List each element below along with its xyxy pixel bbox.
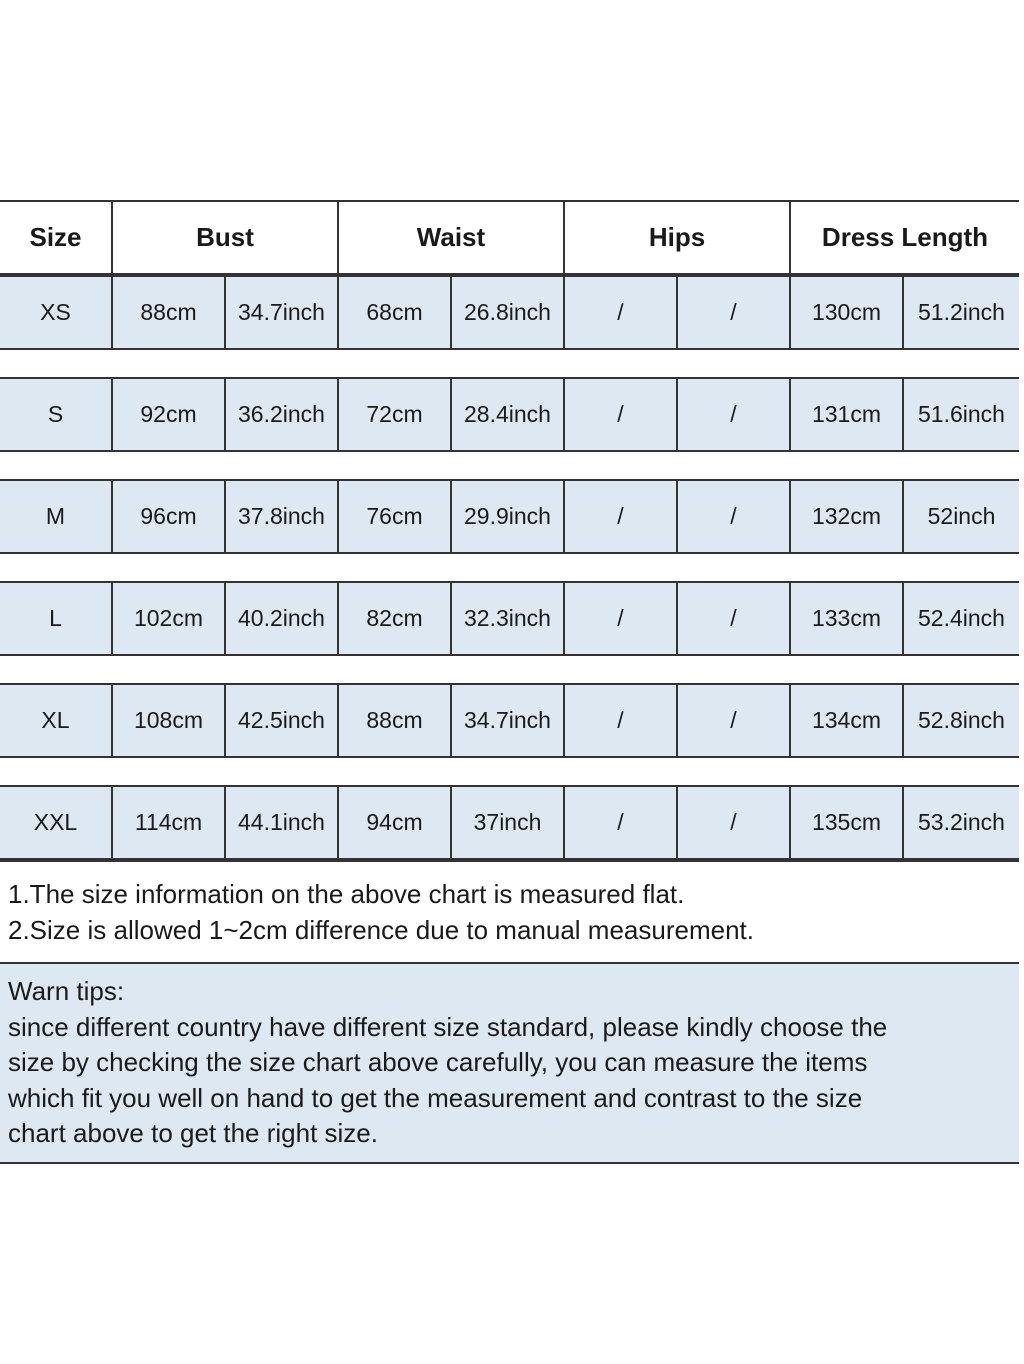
table-row — [0, 581, 1019, 656]
table-row — [0, 377, 1019, 452]
warn-tips-title: Warn tips: — [8, 976, 125, 1006]
size-rows — [0, 275, 1019, 860]
bust-cm-cell: 88cm — [113, 277, 226, 348]
size-cell: L — [0, 583, 113, 654]
note-line: 1.The size information on the above chart is measured flat. — [8, 879, 685, 909]
bust-inch-cell: 37.8inch — [226, 481, 339, 552]
hips-inch-cell: / — [678, 583, 791, 654]
length-inch-cell: 51.2inch — [918, 299, 1005, 325]
waist-cm-cell: 76cm — [339, 481, 452, 552]
bust-cm-cell: 102cm — [113, 583, 226, 654]
table-row — [0, 683, 1019, 758]
hips-cm-cell: / — [565, 379, 678, 450]
table-row — [0, 785, 1019, 860]
length-cm-cell: 131cm — [791, 379, 904, 450]
length-cm-cell: 133cm — [791, 583, 904, 654]
hips-inch-cell: / — [678, 277, 791, 348]
hips-inch-cell: / — [678, 787, 791, 858]
hips-cm-cell: / — [565, 481, 678, 552]
header-bust: Bust — [113, 202, 339, 273]
length-cm-cell: 130cm — [791, 277, 904, 348]
hips-cm-cell: / — [565, 583, 678, 654]
warn-tips-line: since different country have different size standard, please kindly choose the — [8, 1011, 888, 1042]
bust-inch-cell: 44.1inch — [226, 787, 339, 858]
bust-cm-cell: 92cm — [113, 379, 226, 450]
size-cell: M — [0, 481, 113, 552]
hips-cm-cell: / — [565, 685, 678, 756]
row-spacer — [0, 350, 1019, 377]
size-cell: S — [0, 379, 113, 450]
hips-inch-cell: / — [678, 379, 791, 450]
length-inch-cell: 51.6inch — [918, 401, 1005, 427]
waist-inch-cell: 37inch — [452, 787, 565, 858]
waist-inch-cell: 26.8inch — [452, 277, 565, 348]
size-chart — [0, 200, 1019, 1164]
size-cell: XL — [0, 685, 113, 756]
bust-inch-cell: 42.5inch — [226, 685, 339, 756]
length-cm-cell: 135cm — [791, 787, 904, 858]
hips-cm-cell: / — [565, 277, 678, 348]
length-inch-cell: 52.4inch — [918, 605, 1005, 631]
row-spacer — [0, 758, 1019, 785]
size-cell: XS — [0, 277, 113, 348]
length-cm-cell: 134cm — [791, 685, 904, 756]
waist-cm-cell: 72cm — [339, 379, 452, 450]
length-inch-cell: 53.2inch — [918, 809, 1005, 835]
waist-inch-cell: 28.4inch — [452, 379, 565, 450]
hips-inch-cell: / — [678, 481, 791, 552]
row-spacer — [0, 656, 1019, 683]
waist-inch-cell: 29.9inch — [452, 481, 565, 552]
bust-cm-cell: 114cm — [113, 787, 226, 858]
hips-cm-cell: / — [565, 787, 678, 858]
bust-cm-cell: 108cm — [113, 685, 226, 756]
waist-cm-cell: 82cm — [339, 583, 452, 654]
waist-cm-cell: 68cm — [339, 277, 452, 348]
length-cm-cell: 132cm — [791, 481, 904, 552]
length-inch-cell: 52.8inch — [918, 707, 1005, 733]
note-line: 2.Size is allowed 1~2cm difference due to manual measurement. — [8, 915, 754, 945]
warn-tips-line: which fit you well on hand to get the measurement and contrast to the size — [8, 1082, 863, 1113]
notes-box — [0, 860, 1019, 964]
table-row — [0, 479, 1019, 554]
bust-inch-cell: 40.2inch — [226, 583, 339, 654]
warn-tips-box — [0, 964, 1019, 1164]
header-dress-length: Dress Length — [821, 222, 989, 252]
warn-tips-line: chart above to get the right size. — [8, 1118, 378, 1148]
waist-cm-cell: 94cm — [339, 787, 452, 858]
header-hips: Hips — [565, 202, 791, 273]
bust-inch-cell: 36.2inch — [226, 379, 339, 450]
length-inch-cell: 52inch — [927, 503, 996, 529]
waist-inch-cell: 34.7inch — [452, 685, 565, 756]
size-cell: XXL — [0, 787, 113, 858]
bust-cm-cell: 96cm — [113, 481, 226, 552]
header-row — [0, 200, 1019, 275]
table-row — [0, 275, 1019, 350]
row-spacer — [0, 554, 1019, 581]
waist-cm-cell: 88cm — [339, 685, 452, 756]
waist-inch-cell: 32.3inch — [452, 583, 565, 654]
header-size: Size — [0, 202, 113, 273]
warn-tips-line: size by checking the size chart above carefully, you can measure the items — [8, 1047, 868, 1077]
row-spacer — [0, 452, 1019, 479]
hips-inch-cell: / — [678, 685, 791, 756]
bust-inch-cell: 34.7inch — [226, 277, 339, 348]
header-waist: Waist — [339, 202, 565, 273]
